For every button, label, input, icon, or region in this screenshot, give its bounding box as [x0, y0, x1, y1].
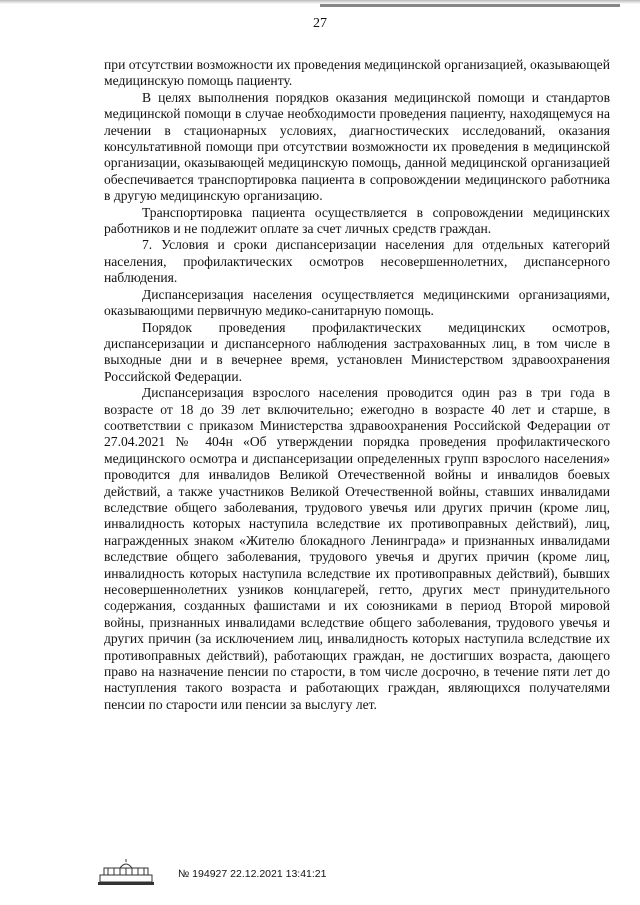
scan-mark [320, 4, 620, 7]
paragraph-dispensary-orgs: Диспансеризация населения осуществляется медицинскими организациями, оказывающими первичную медико-санитарную помощь. [104, 286, 610, 319]
document-stamp: № 194927 22.12.2021 13:41:21 [178, 868, 327, 880]
paragraph-transport-purpose: В целях выполнения порядков оказания медицинской помощи и стандартов медицинской помощи в случае необходимости проведения пациенту, находящемуся на лечении в стационарных условиях, диагностических исследований, оказания консультативной помощи при отсутствии возможности их проведения в медицинской организации, оказывающей медицинскую помощь, данной медицинской организацией обеспечивается транспортировка пациента в сопровождении медицинского работника в другую медицинскую организацию. [104, 89, 610, 204]
building-seal-icon [96, 858, 156, 886]
paragraph-adult-dispensary: Диспансеризация взрослого населения проводится один раз в три года в возрасте от 18 до 39 лет включительно; ежегодно в возрасте 40 лет и старше, в соответствии с приказом Министерства здравоохранения Российской Федерации от 27.04.2021 № 404н «Об утверждении порядка проведения профилактического медицинского осмотра и диспансеризации определенных групп взрослого населения» проводится для инвалидов Великой Отечественной войны и инвалидов боевых действий, а также участников Великой Отечественной войны, ставших инвалидами вследствие общего заболевания, трудового увечья или других причин (кроме лиц, инвалидность которых наступила вследствие их противоправных действий), лиц, награжденных знаком «Жителю блокадного Ленинграда» и признанных инвалидами вследствие общего заболевания, трудового увечья и других причин (кроме лиц, инвалидность которых наступила вследствие их противоправных действий), бывших несовершеннолетних узников концлагерей, гетто, других мест принудительного содержания, созданных фашистами и их союзниками в период Второй мировой войны, признанных инвалидами вследствие общего заболевания, трудового увечья и других причин (за исключением лиц, инвалидность которых наступила вследствие их противоправных действий), работающих граждан, не достигших возраста, дающего право на назначение пенсии по старости, в том числе досрочно, в течение пяти лет до наступления такого возраста и работающих граждан, являющихся получателями пенсии по старости или пенсии за выслугу лет. [104, 385, 610, 712]
footer [96, 858, 616, 890]
page-number: 27 [313, 16, 327, 31]
document-body [104, 57, 610, 713]
paragraph-transport-payment: Транспортировка пациента осуществляется в сопровождении медицинских работников и не подлежит оплате за счет личных средств граждан. [104, 204, 610, 237]
paragraph-exam-procedure: Порядок проведения профилактических медицинских осмотров, диспансеризации и диспансерного наблюдения застрахованных лиц, в том числе в выходные дни и в вечернее время, установлен Министерством здравоохранения Российской Федерации. [104, 319, 610, 384]
section-heading-7: 7. Условия и сроки диспансеризации населения для отдельных категорий населения, профилактических осмотров несовершеннолетних, диспансерного наблюдения. [104, 237, 610, 286]
paragraph-continuation: при отсутствии возможности их проведения медицинской организацией, оказывающей медицинскую помощь пациенту. [104, 57, 610, 89]
